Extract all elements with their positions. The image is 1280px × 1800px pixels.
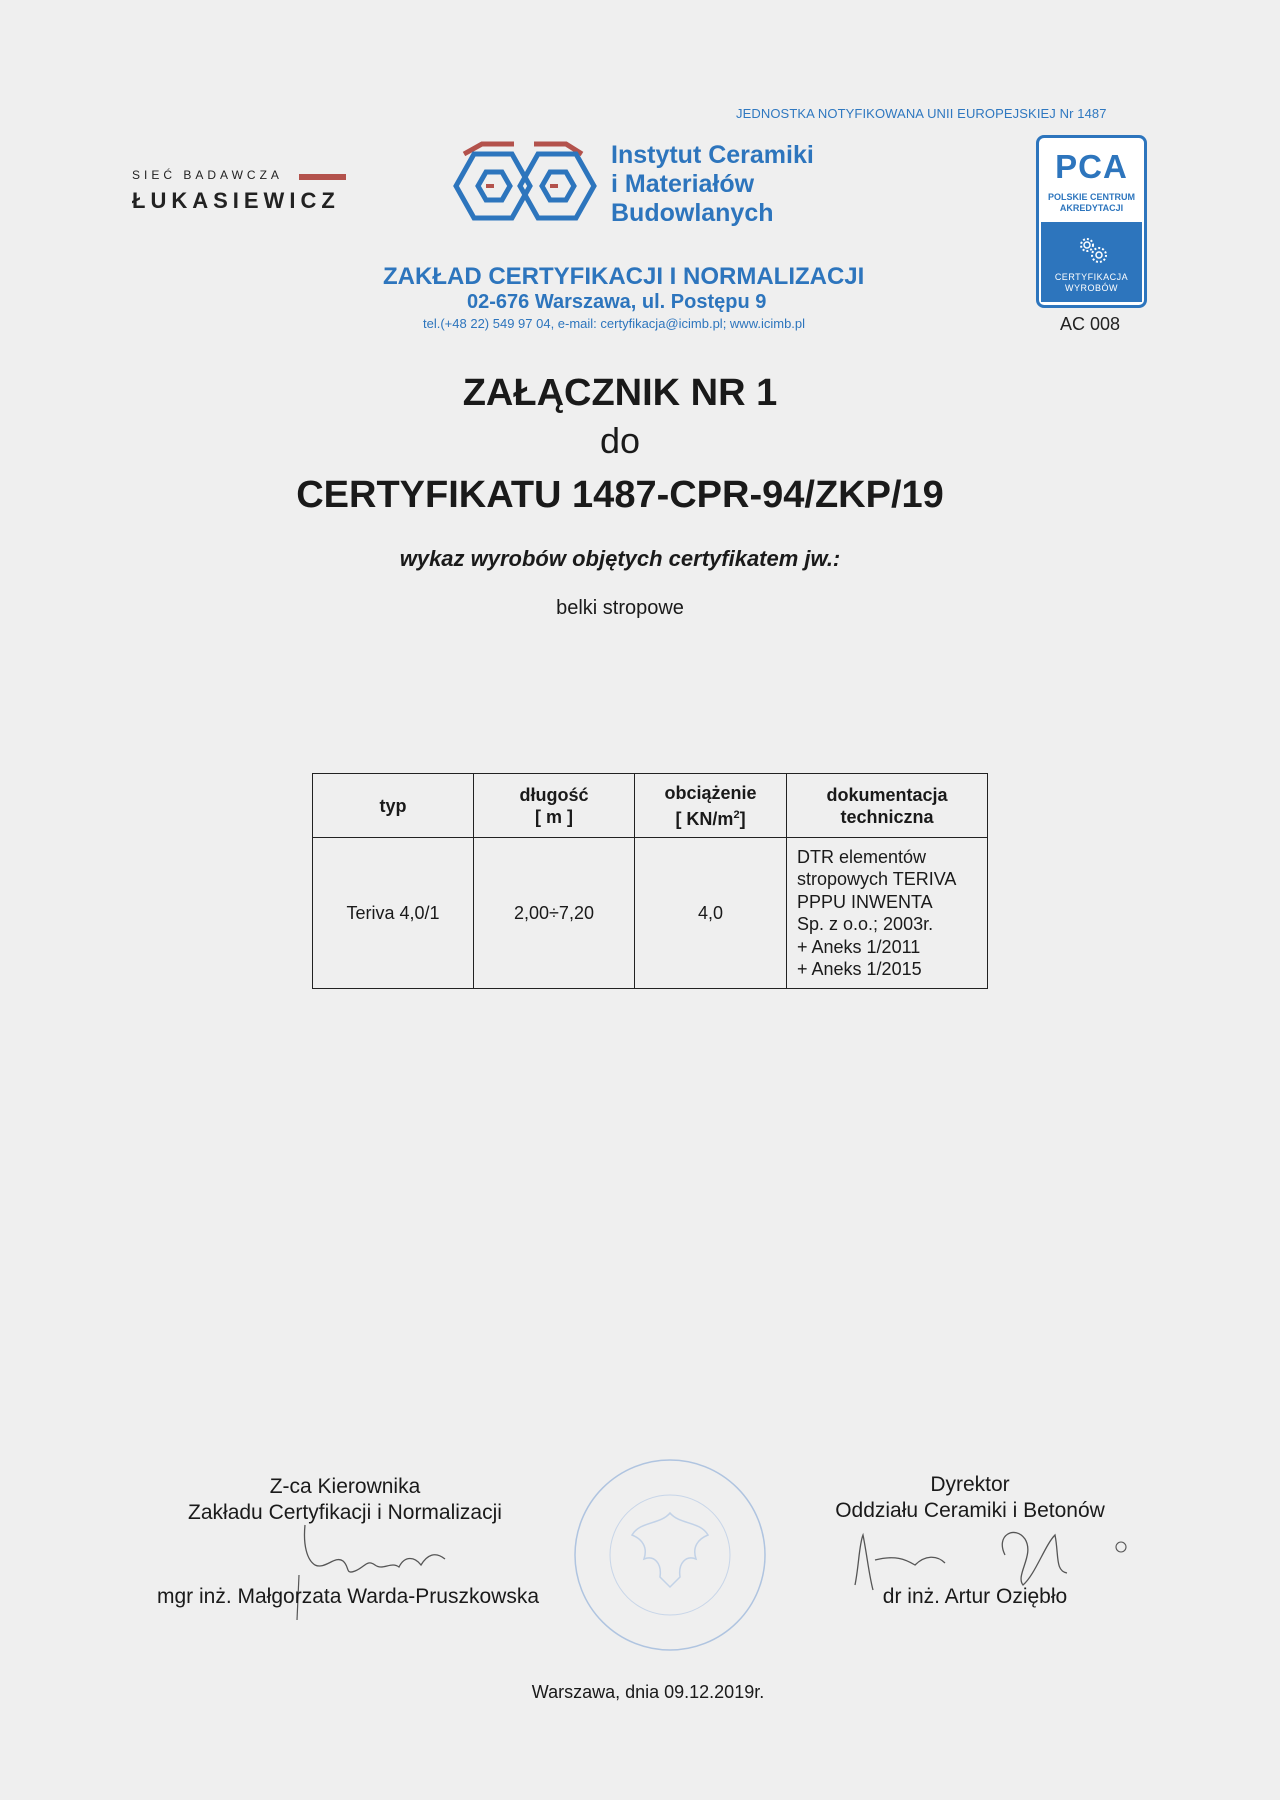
pca-cert-line2: WYROBÓW [1065,283,1118,293]
left-role-line2: Zakładu Certyfikacji i Normalizacji [188,1501,502,1524]
header-load [635,774,787,838]
header-type [313,774,474,838]
right-signatory-name: dr inż. Artur Oziębło [882,1585,1068,1608]
header-type-label: typ [379,795,407,816]
doc-line: stropowych TERIVA [797,869,957,889]
header-length-unit: [ m ] [535,806,573,827]
header-length-label: długość [519,784,589,805]
doc-line: + Aneks 1/2015 [797,959,922,979]
cell-type: Teriva 4,0/1 [313,838,474,989]
header-documentation-label2: techniczna [840,806,934,827]
pca-full-name [1039,192,1144,214]
institute-name-line1: Instytut Ceramiki [611,141,814,169]
doc-line: PPPU INWENTA [797,891,933,912]
header-load-unit [636,804,785,830]
cell-length: 2,00÷7,20 [474,838,635,989]
pca-certification-panel [1041,222,1142,302]
lukasiewicz-logo-name: ŁUKASIEWICZ [132,188,340,213]
product-category: belki stropowe [556,597,684,619]
icimb-logo-icon [452,140,600,226]
lukasiewicz-network-label: SIEĆ BADAWCZA [132,168,283,182]
header-load-unit-pre: [ KN/m [675,808,734,829]
pca-accreditation-badge [1036,135,1147,308]
pca-name-line1: POLSKIE CENTRUM [1047,192,1135,202]
header-load-unit-post: ] [739,808,746,829]
left-role-line1: Z-ca Kierownika [269,1475,421,1498]
department-name: ZAKŁAD CERTYFIKACJI I NORMALIZACJI [383,263,865,290]
header-documentation [787,774,988,838]
department-address: 02-676 Warszawa, ul. Postępu 9 [467,291,767,313]
pca-cert-line1: CERTYFIKACJA [1054,272,1129,282]
table-row [313,838,988,989]
header-load-label: obciążenie [664,782,757,803]
table-header-row [313,774,988,838]
attachment-title-connector: do [599,420,641,461]
header-documentation-label1: dokumentacja [826,784,948,805]
institute-name-line2: i Materiałów [611,170,755,198]
right-role-line2: Oddziału Ceramiki i Betonów [835,1499,1105,1522]
doc-line: DTR elementów [797,846,927,867]
left-signatory-name: mgr inż. Małgorzata Warda-Pruszkowska [157,1585,539,1608]
pca-certification-label [1041,272,1142,294]
institute-name-line3: Budowlanych [611,199,774,227]
notified-body-label: JEDNOSTKA NOTYFIKOWANA UNII EUROPEJSKIEJ Nr 1487 [736,106,1107,121]
products-table [312,773,988,989]
gears-icon [1076,234,1110,266]
header-load-unit-sup: 2 [733,808,740,821]
certificate-number: CERTYFIKATU 1487-CPR-94/ZKP/19 [296,474,944,516]
department-contact: tel.(+48 22) 549 97 04, e-mail: certyfikacja@icimb.pl; www.icimb.pl [423,316,806,331]
issue-place-date: Warszawa, dnia 09.12.2019r. [531,1682,765,1702]
header-length [474,774,635,838]
right-role-line1: Dyrektor [930,1473,1010,1496]
accreditation-number: AC 008 [1060,314,1121,334]
attachment-title: ZAŁĄCZNIK NR 1 [462,372,778,414]
lukasiewicz-logo-bar [299,174,346,180]
official-seal-icon [570,1455,770,1655]
products-subtitle: wykaz wyrobów objętych certyfikatem jw.: [399,546,841,571]
pca-name-line2: AKREDYTACJI [1059,203,1124,213]
doc-line: Sp. z o.o.; 2003r. [797,914,934,934]
cell-load: 4,0 [635,838,787,989]
pca-logo-text: PCA [1055,148,1128,185]
cell-documentation [787,838,988,989]
institute-name [611,141,814,228]
doc-line: + Aneks 1/2011 [797,936,921,957]
